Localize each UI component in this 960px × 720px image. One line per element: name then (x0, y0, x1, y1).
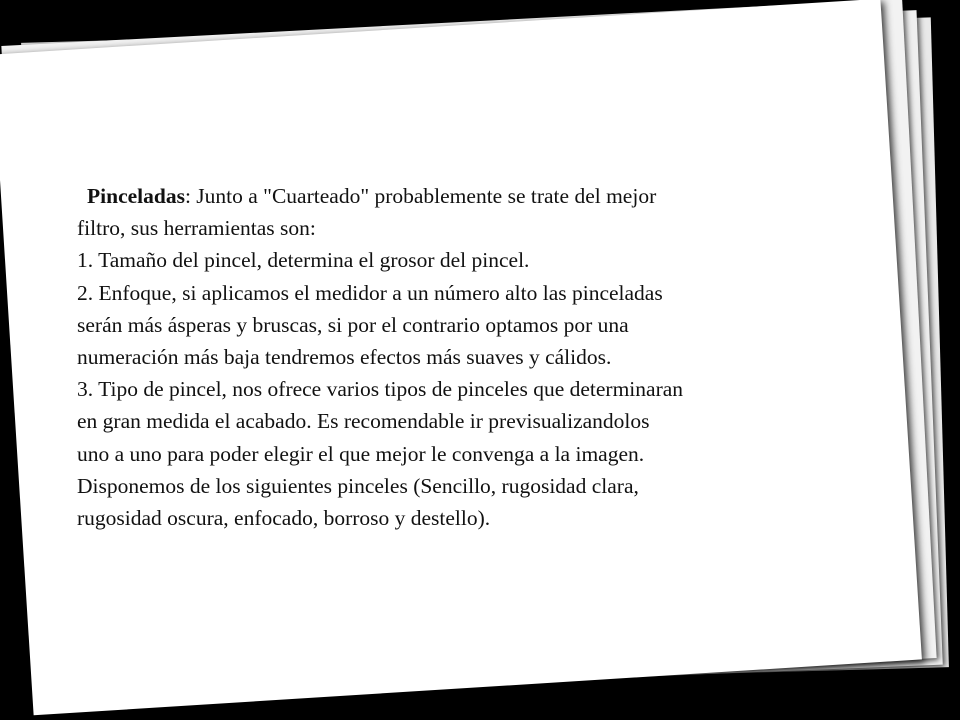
intro-line (77, 180, 877, 212)
term-heading: Pinceladas (87, 184, 185, 208)
text-line: rugosidad oscura, enfocado, borroso y destello). (77, 506, 491, 531)
text-line: 1. Tamaño del pincel, determina el grosor del pincel. (77, 248, 530, 273)
text-line: 3. Tipo de pincel, nos ofrece varios tipos de pinceles que determinaran (77, 377, 684, 402)
text-line: en gran medida el acabado. Es recomendable ir previsualizandolos (77, 409, 650, 434)
text-line: Disponemos de los siguientes pinceles (Sencillo, rugosidad clara, (77, 473, 639, 498)
slide-body-text (77, 180, 877, 534)
text-line: serán más ásperas y bruscas, si por el contrario optamos por una (77, 312, 629, 337)
text-line: filtro, sus herramientas son: (77, 216, 316, 241)
text-line: numeración más baja tendremos efectos más suaves y cálidos. (77, 345, 612, 370)
text-line: 2. Enfoque, si aplicamos el medidor a un número alto las pinceladas (77, 280, 663, 305)
intro-text: : Junto a "Cuarteado" probablemente se trate del mejor (184, 184, 657, 208)
text-line: uno a uno para poder elegir el que mejor le convenga a la imagen. (77, 441, 645, 466)
